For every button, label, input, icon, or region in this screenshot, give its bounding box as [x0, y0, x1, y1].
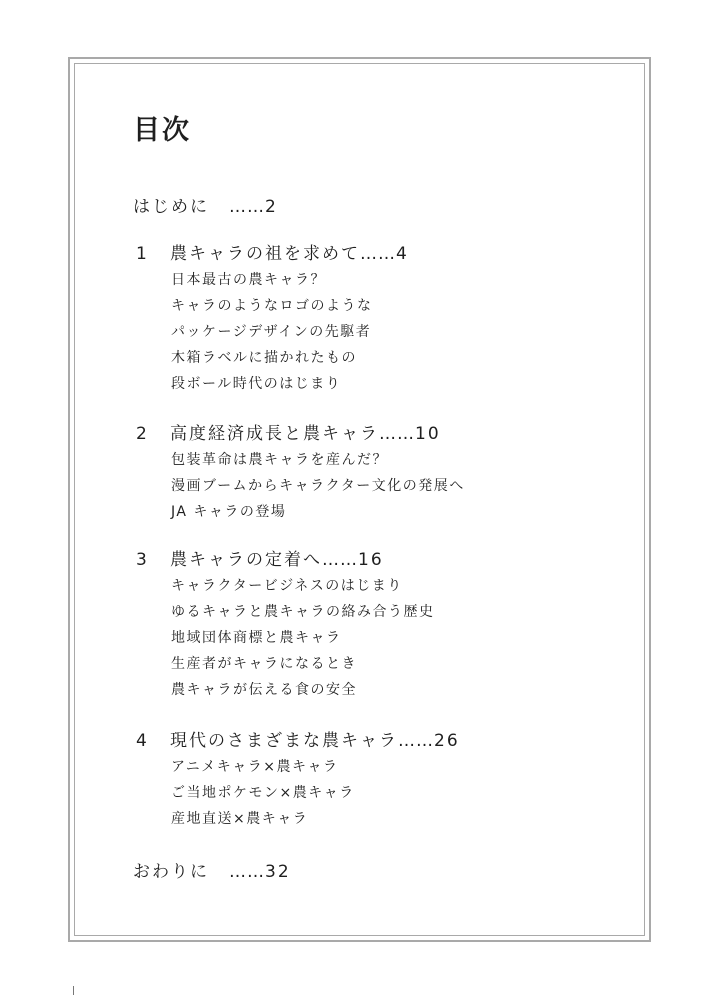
chapter-4	[136, 728, 460, 832]
chapter-heading[interactable]	[136, 241, 409, 267]
chapter-1	[136, 241, 409, 397]
intro-label: はじめに	[133, 197, 209, 217]
outro-label: おわりに	[133, 862, 209, 882]
chapter-title: 農キャラの祖を求めて	[170, 244, 360, 264]
section-item[interactable]: 農キャラが伝える食の安全	[171, 682, 357, 698]
chapter-page-number: 4	[396, 244, 409, 264]
chapter-page-number: 26	[434, 731, 460, 751]
section-item[interactable]: JA キャラの登場	[171, 504, 287, 520]
chapter-page-number: 10	[415, 424, 441, 444]
chapter-heading[interactable]	[136, 728, 460, 754]
chapter-title: 現代のさまざまな農キャラ	[170, 731, 398, 751]
intro-page-number: 2	[265, 197, 278, 217]
toc-entry-intro[interactable]	[133, 192, 278, 217]
chapter-number: 3	[136, 550, 149, 570]
chapter-heading[interactable]	[136, 547, 435, 573]
section-item[interactable]: ゆるキャラと農キャラの絡み合う歴史	[171, 604, 435, 620]
chapter-leader-dots: ……	[322, 550, 358, 570]
chapter-leader-dots: ……	[360, 244, 396, 264]
intro-leader-dots: ……	[229, 197, 265, 217]
toc-title: 目次	[133, 115, 191, 146]
outro-page-number: 32	[265, 862, 291, 882]
section-item[interactable]: 段ボール時代のはじまり	[171, 376, 342, 392]
chapter-2	[136, 421, 465, 525]
section-item[interactable]: 包装革命は農キャラを産んだ？	[171, 452, 388, 468]
chapter-title: 農キャラの定着へ	[170, 550, 322, 570]
chapter-number: 2	[136, 424, 149, 444]
chapter-title: 高度経済成長と農キャラ	[170, 424, 379, 444]
section-item[interactable]: キャラのようなロゴのような	[171, 298, 373, 314]
chapter-number: 4	[136, 731, 149, 751]
toc-entry-outro[interactable]	[133, 857, 291, 882]
section-item[interactable]: 木箱ラベルに描かれたもの	[171, 350, 357, 366]
section-item[interactable]: キャラクタービジネスのはじまり	[171, 578, 403, 594]
chapter-leader-dots: ……	[379, 424, 415, 444]
section-item[interactable]: アニメキャラ×農キャラ	[171, 759, 339, 775]
section-item[interactable]: 産地直送×農キャラ	[171, 811, 309, 827]
section-item[interactable]: ご当地ポケモン×農キャラ	[171, 785, 355, 801]
section-item[interactable]: 日本最古の農キャラ？	[171, 272, 326, 288]
section-item[interactable]: パッケージデザインの先駆者	[171, 324, 372, 340]
chapter-leader-dots: ……	[398, 731, 434, 751]
chapter-number: 1	[136, 244, 149, 264]
section-item[interactable]: 地域団体商標と農キャラ	[171, 630, 342, 646]
section-item[interactable]: 生産者がキャラになるとき	[171, 656, 357, 672]
margin-tick-mark	[73, 986, 74, 995]
outro-leader-dots: ……	[229, 862, 265, 882]
chapter-heading[interactable]	[136, 421, 465, 447]
chapter-page-number: 16	[358, 550, 384, 570]
section-item[interactable]: 漫画ブームからキャラクター文化の発展へ	[171, 478, 465, 494]
chapter-3	[136, 547, 435, 703]
